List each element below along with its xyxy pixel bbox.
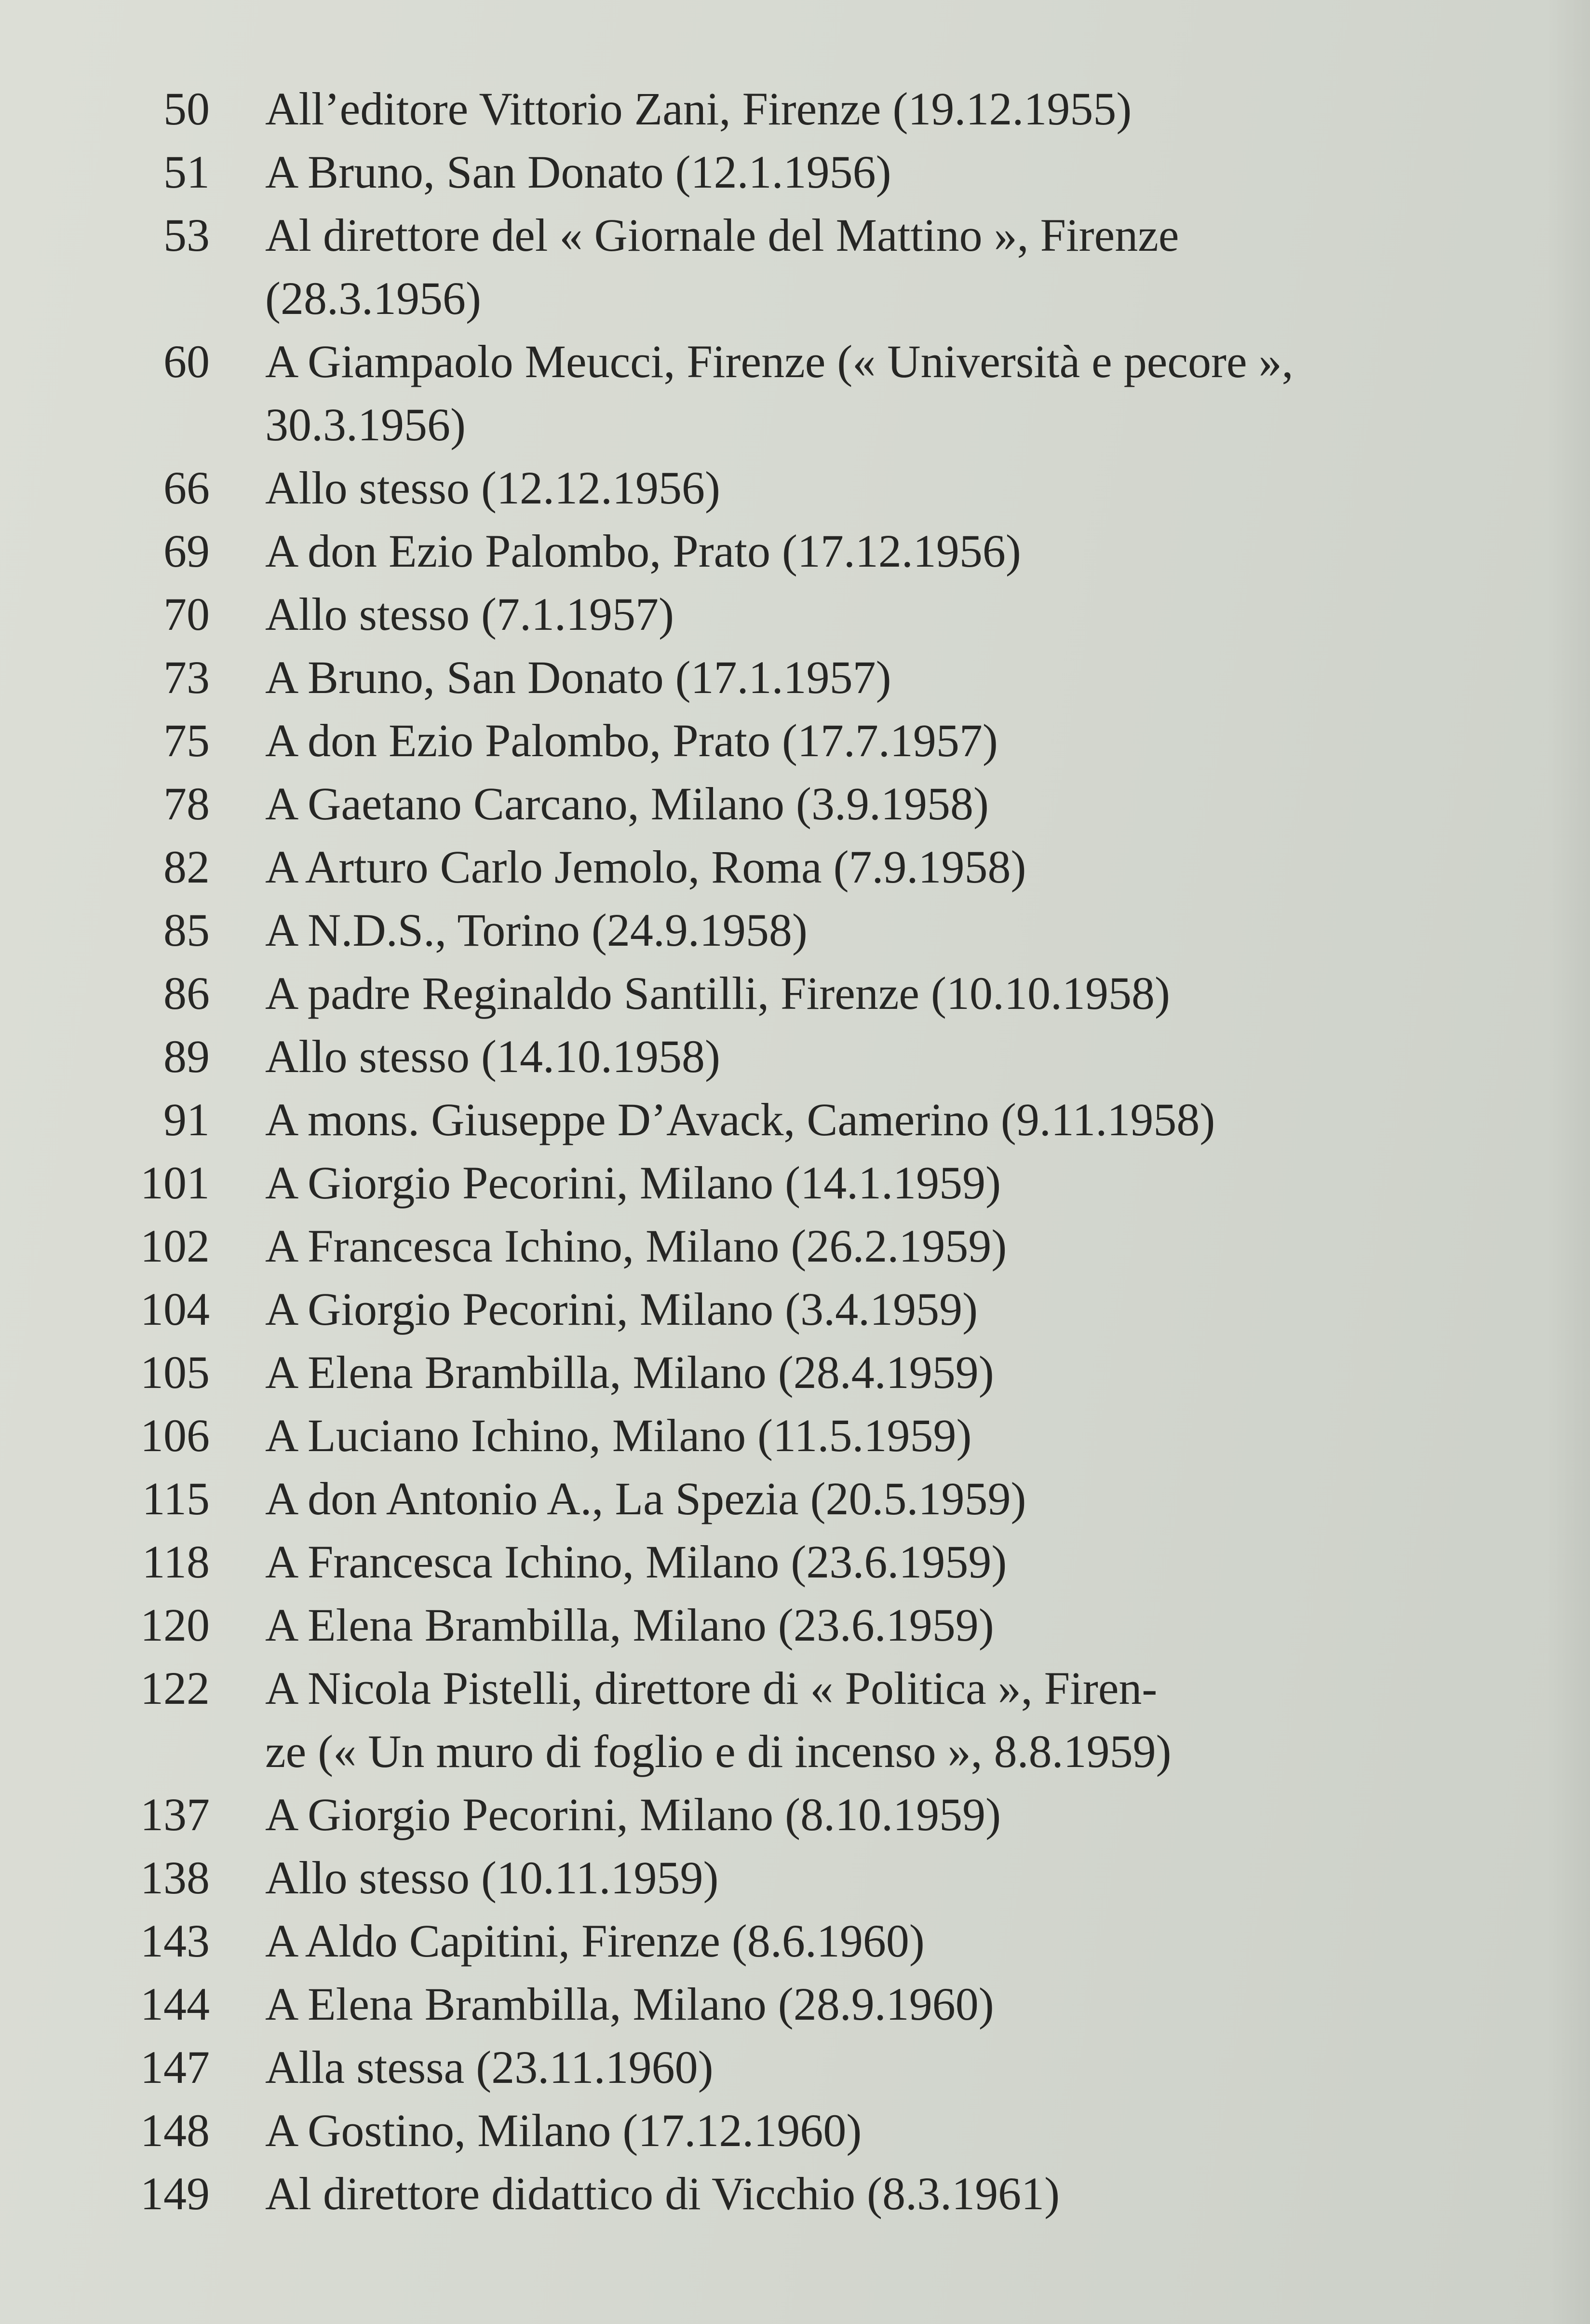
entry-text: Allo stesso (7.1.1957) [265,588,674,640]
entry-text: A Bruno, San Donato (17.1.1957) [265,652,891,703]
list-item [87,709,1543,772]
entry-text: A Elena Brambilla, Milano (28.4.1959) [265,1346,994,1398]
entry-text: A Giampaolo Meucci, Firenze (« Università e pecore », 30.3.1956) [265,336,1294,450]
list-item [87,772,1543,835]
list-item [87,2099,1543,2162]
page-number: 147 [140,2041,210,2093]
list-item [87,519,1543,583]
entry-text: A Giorgio Pecorini, Milano (3.4.1959) [265,1283,978,1335]
page-number: 105 [140,1346,210,1398]
page-number: 144 [140,1978,210,2030]
entry-text: A Francesca Ichino, Milano (26.2.1959) [265,1220,1007,1272]
list-item [87,1846,1543,1909]
list-item [87,1657,1543,1783]
page-number: 89 [163,1031,210,1082]
letters-index-list [87,77,1543,2225]
entry-text: A don Antonio A., La Spezia (20.5.1959) [265,1473,1026,1524]
entry-text: A don Ezio Palombo, Prato (17.7.1957) [265,715,998,766]
page-number: 75 [163,715,210,766]
entry-text: Allo stesso (12.12.1956) [265,462,720,514]
entry-text: Al direttore del « Giornale del Mattino », Firenze (28.3.1956) [265,209,1179,324]
page-number: 148 [140,2105,210,2156]
list-item [87,1278,1543,1341]
list-item [87,1025,1543,1088]
page-number: 138 [140,1852,210,1903]
list-item [87,1972,1543,2036]
page-number: 51 [163,146,210,198]
page-number: 60 [163,336,210,387]
page-number: 91 [163,1094,210,1145]
entry-text: A Giorgio Pecorini, Milano (8.10.1959) [265,1789,1001,1840]
list-item [87,1593,1543,1657]
page-number: 53 [163,209,210,261]
entry-text: A Giorgio Pecorini, Milano (14.1.1959) [265,1157,1001,1209]
list-item [87,140,1543,204]
page-number: 118 [142,1536,210,1588]
entry-text: A Elena Brambilla, Milano (28.9.1960) [265,1978,994,2030]
entry-text: A Luciano Ichino, Milano (11.5.1959) [265,1410,972,1461]
list-item [87,1909,1543,1972]
list-item [87,898,1543,962]
entry-text: A padre Reginaldo Santilli, Firenze (10.10.1958) [265,967,1170,1019]
entry-text: Al direttore didattico di Vicchio (8.3.1961) [265,2168,1060,2219]
page-number: 106 [140,1410,210,1461]
page-number: 73 [163,652,210,703]
list-item [87,77,1543,140]
entry-text: A Arturo Carlo Jemolo, Roma (7.9.1958) [265,841,1026,893]
page-number: 102 [140,1220,210,1272]
list-item [87,962,1543,1025]
page-number: 149 [140,2168,210,2219]
page-number: 66 [163,462,210,514]
entry-text: A Francesca Ichino, Milano (23.6.1959) [265,1536,1007,1588]
list-item [87,1214,1543,1278]
list-item [87,1467,1543,1530]
page-number: 69 [163,525,210,577]
page-number: 115 [142,1473,210,1524]
entry-text: A don Ezio Palombo, Prato (17.12.1956) [265,525,1021,577]
list-item [87,2162,1543,2225]
entry-text: Alla stessa (23.11.1960) [265,2041,714,2093]
page-number: 82 [163,841,210,893]
list-item [87,2036,1543,2099]
page-number: 143 [140,1915,210,1967]
page-number: 85 [163,904,210,956]
list-item [87,646,1543,709]
page-number: 122 [140,1662,210,1714]
entry-text: A Gaetano Carcano, Milano (3.9.1958) [265,778,989,829]
entry-text: Allo stesso (14.10.1958) [265,1031,720,1082]
list-item [87,1151,1543,1214]
entry-text: Allo stesso (10.11.1959) [265,1852,719,1903]
entry-text: A Nicola Pistelli, direttore di « Politica », Firen- ze (« Un muro di foglio e di incenso », 8.8.1959) [265,1662,1172,1777]
page-number: 86 [163,967,210,1019]
entry-text: A mons. Giuseppe D’Avack, Camerino (9.11.1958) [265,1094,1215,1145]
page-number: 104 [140,1283,210,1335]
list-item [87,583,1543,646]
entry-text: A Gostino, Milano (17.12.1960) [265,2105,862,2156]
page-number: 120 [140,1599,210,1651]
list-item [87,1341,1543,1404]
page-number: 137 [140,1789,210,1840]
page-number: 78 [163,778,210,829]
page-number: 70 [163,588,210,640]
list-item [87,1530,1543,1593]
list-item [87,204,1543,330]
entry-text: A Bruno, San Donato (12.1.1956) [265,146,891,198]
page-number: 101 [140,1157,210,1209]
page-number: 50 [163,83,210,135]
list-item [87,1404,1543,1467]
list-item [87,456,1543,519]
list-item [87,835,1543,898]
list-item [87,1088,1543,1151]
entry-text: A Aldo Capitini, Firenze (8.6.1960) [265,1915,925,1967]
entry-text: A N.D.S., Torino (24.9.1958) [265,904,808,956]
entry-text: A Elena Brambilla, Milano (23.6.1959) [265,1599,994,1651]
list-item [87,1783,1543,1846]
entry-text: All’editore Vittorio Zani, Firenze (19.12.1955) [265,83,1132,135]
page-edge-shadow [1547,0,1590,2324]
list-item [87,330,1543,456]
